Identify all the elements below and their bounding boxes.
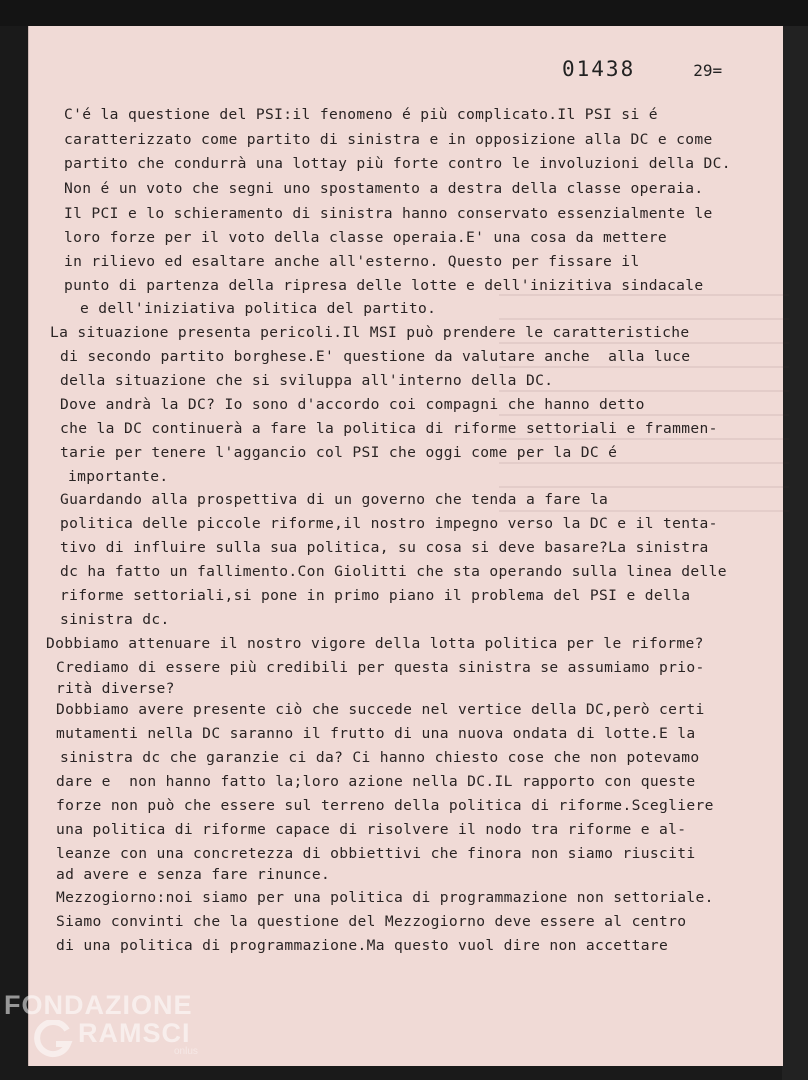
text-line: Non é un voto che segni uno spostamento a destra della classe operaia. xyxy=(64,180,704,197)
text-line: La situazione presenta pericoli.Il MSI può prendere le caratteristiche xyxy=(50,324,690,341)
text-line: Crediamo di essere più credibili per questa sinistra se assumiamo prio- xyxy=(56,659,705,676)
fondazione-gramsci-watermark xyxy=(4,990,224,1070)
text-line: riforme settoriali,si pone in primo piano il problema del PSI e della xyxy=(60,587,691,604)
text-line: Dobbiamo attenuare il nostro vigore della lotta politica per le riforme? xyxy=(46,635,704,652)
text-line: tivo di influire sulla sua politica, su cosa si deve basare?La sinistra xyxy=(60,539,709,556)
watermark-onlus: onlus xyxy=(174,1046,198,1057)
text-line: della situazione che si sviluppa all'interno della DC. xyxy=(60,372,554,389)
document-number: 01438 xyxy=(562,57,636,81)
text-line: partito che condurrà una lottay più forte contro le involuzioni della DC. xyxy=(64,155,731,172)
text-line: leanze con una concretezza di obbiettivi che finora non siamo riusciti xyxy=(56,845,696,862)
text-line: mutamenti nella DC saranno il frutto di una nuova ondata di lotte.E la xyxy=(56,725,696,742)
watermark-title: FONDAZIONE xyxy=(4,990,193,1020)
text-line: Dobbiamo avere presente ciò che succede nel vertice della DC,però certi xyxy=(56,701,705,718)
text-line: Siamo convinti che la questione del Mezzogiorno deve essere al centro xyxy=(56,913,687,930)
text-line: sinistra dc. xyxy=(60,611,170,628)
text-line: Guardando alla prospettiva di un governo che tenda a fare la xyxy=(60,491,609,508)
text-line: loro forze per il voto della classe operaia.E' una cosa da mettere xyxy=(64,229,667,246)
text-line: ad avere e senza fare rinunce. xyxy=(56,866,331,883)
page-number: 29= xyxy=(693,61,723,80)
text-line: dare e non hanno fatto la;loro azione nella DC.IL rapporto con queste xyxy=(56,773,696,790)
text-line: Dove andrà la DC? Io sono d'accordo coi compagni che hanno detto xyxy=(60,396,645,413)
watermark-subtitle: RAMSCI xyxy=(78,1018,191,1048)
text-line: C'é la questione del PSI:il fenomeno é più complicato.Il PSI si é xyxy=(64,106,658,123)
text-line: Mezzogiorno:noi siamo per una politica di programmazione non settoriale. xyxy=(56,889,714,906)
text-line: forze non può che essere sul terreno della politica di riforme.Scegliere xyxy=(56,797,714,814)
text-line: di secondo partito borghese.E' questione da valutare anche alla luce xyxy=(60,348,691,365)
text-line: e dell'iniziativa politica del partito. xyxy=(80,300,437,317)
text-line: dc ha fatto un fallimento.Con Giolitti che sta operando sulla linea delle xyxy=(60,563,727,580)
text-line: di una politica di programmazione.Ma questo vuol dire non accettare xyxy=(56,937,669,954)
text-line: punto di partenza della ripresa delle lotte e dell'inizitiva sindacale xyxy=(64,277,704,294)
text-line: rità diverse? xyxy=(56,680,175,697)
text-line: Il PCI e lo schieramento di sinistra hanno conservato essenzialmente le xyxy=(64,205,713,222)
text-line: che la DC continuerà a fare la politica di riforme settoriali e frammen- xyxy=(60,420,718,437)
text-line: tarie per tenere l'aggancio col PSI che oggi come per la DC é xyxy=(60,444,618,461)
text-line: una politica di riforme capace di risolvere il nodo tra riforme e al- xyxy=(56,821,687,838)
text-line: in rilievo ed esaltare anche all'esterno. Questo per fissare il xyxy=(64,253,640,270)
text-line: politica delle piccole riforme,il nostro impegno verso la DC e il tenta- xyxy=(60,515,718,532)
gramsci-g-logo-icon xyxy=(34,1020,74,1060)
text-line: caratterizzato come partito di sinistra e in opposizione alla DC e come xyxy=(64,131,713,148)
text-line: sinistra dc che garanzie ci da? Ci hanno chiesto cose che non potevamo xyxy=(60,749,700,766)
text-line: importante. xyxy=(68,468,169,485)
